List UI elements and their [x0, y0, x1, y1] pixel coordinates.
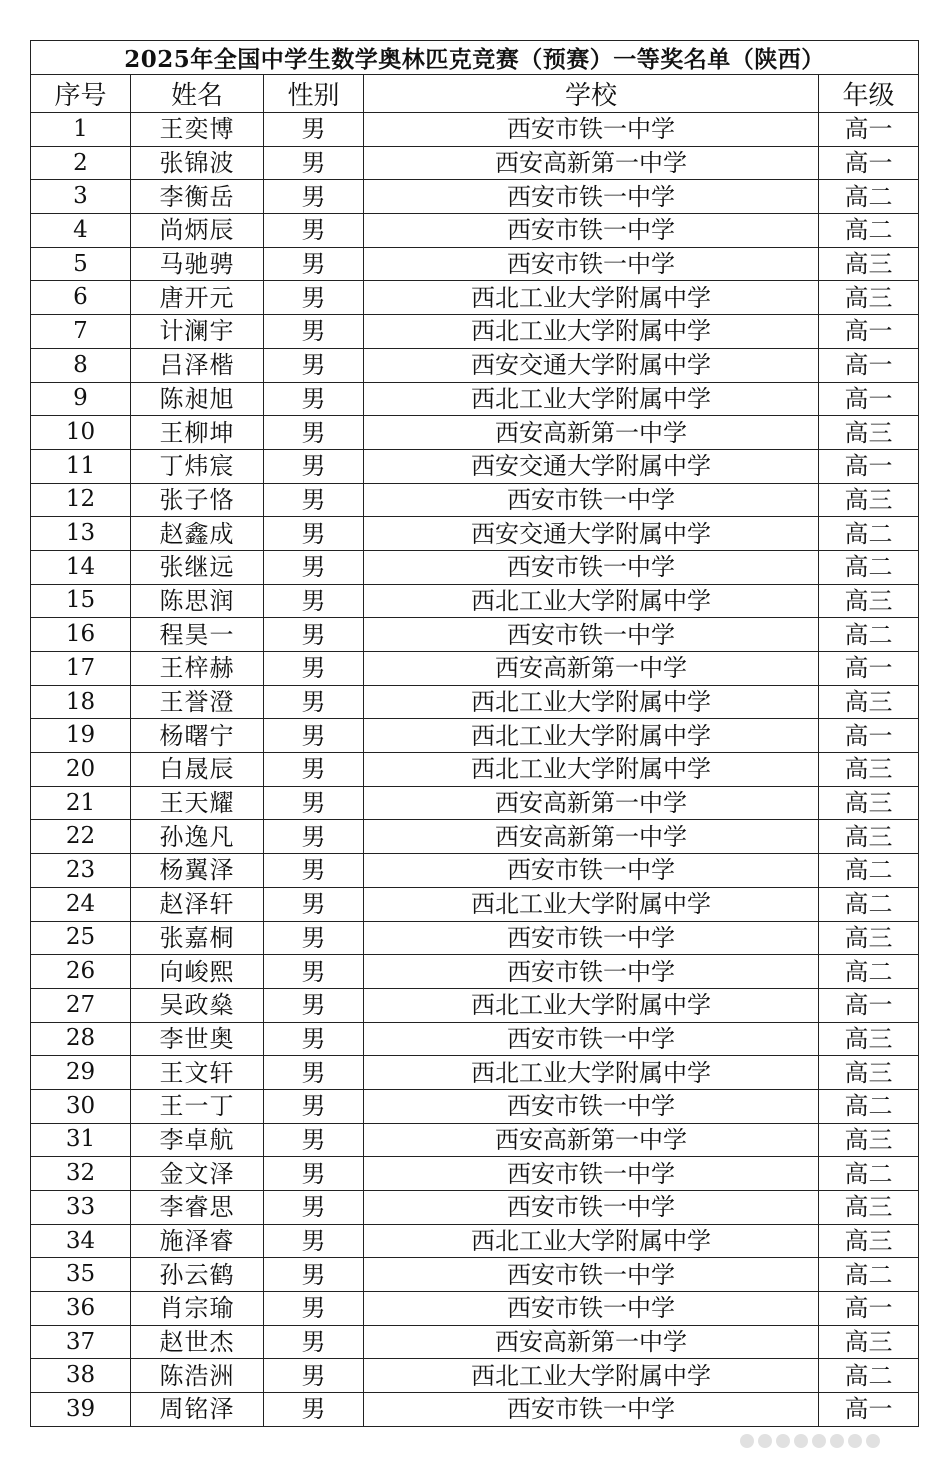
cell-name: 张嘉桐 [131, 921, 264, 955]
cell-grade: 高三 [819, 281, 919, 315]
cell-school: 西安交通大学附属中学 [364, 517, 819, 551]
cell-index: 31 [31, 1123, 131, 1157]
cell-grade: 高二 [819, 214, 919, 248]
watermark-dot [740, 1434, 754, 1448]
cell-gender: 男 [264, 988, 364, 1022]
cell-index: 33 [31, 1191, 131, 1225]
table-row [31, 1359, 919, 1393]
cell-grade: 高三 [819, 483, 919, 517]
cell-grade: 高一 [819, 1292, 919, 1326]
table-row [31, 988, 919, 1022]
cell-gender: 男 [264, 315, 364, 349]
cell-school: 西安高新第一中学 [364, 416, 819, 450]
cell-index: 28 [31, 1022, 131, 1056]
cell-name: 王一丁 [131, 1089, 264, 1123]
cell-name: 吕泽楷 [131, 348, 264, 382]
cell-gender: 男 [264, 955, 364, 989]
cell-school: 西安市铁一中学 [364, 483, 819, 517]
cell-gender: 男 [264, 1123, 364, 1157]
table-row [31, 618, 919, 652]
title-row [31, 41, 919, 75]
cell-school: 西安市铁一中学 [364, 1292, 819, 1326]
cell-grade: 高三 [819, 786, 919, 820]
cell-school: 西安市铁一中学 [364, 1393, 819, 1427]
table-row [31, 180, 919, 214]
cell-school: 西安高新第一中学 [364, 652, 819, 686]
cell-name: 王天耀 [131, 786, 264, 820]
cell-gender: 男 [264, 887, 364, 921]
cell-grade: 高二 [819, 854, 919, 888]
table-row [31, 113, 919, 147]
cell-school: 西安市铁一中学 [364, 180, 819, 214]
cell-index: 24 [31, 887, 131, 921]
cell-index: 8 [31, 348, 131, 382]
header-name: 姓名 [131, 75, 264, 113]
cell-name: 唐开元 [131, 281, 264, 315]
header-school: 学校 [364, 75, 819, 113]
table-row [31, 348, 919, 382]
cell-grade: 高三 [819, 685, 919, 719]
cell-school: 西安高新第一中学 [364, 786, 819, 820]
cell-school: 西北工业大学附属中学 [364, 315, 819, 349]
watermark-dot [848, 1434, 862, 1448]
cell-grade: 高三 [819, 1325, 919, 1359]
cell-name: 李衡岳 [131, 180, 264, 214]
cell-name: 陈昶旭 [131, 382, 264, 416]
table-row [31, 1325, 919, 1359]
cell-grade: 高一 [819, 1393, 919, 1427]
cell-grade: 高三 [819, 1224, 919, 1258]
cell-gender: 男 [264, 854, 364, 888]
table-row [31, 1056, 919, 1090]
cell-grade: 高三 [819, 753, 919, 787]
table-row [31, 786, 919, 820]
cell-grade: 高二 [819, 1089, 919, 1123]
cell-school: 西北工业大学附属中学 [364, 584, 819, 618]
cell-index: 9 [31, 382, 131, 416]
cell-gender: 男 [264, 517, 364, 551]
cell-name: 孙云鹤 [131, 1258, 264, 1292]
cell-index: 26 [31, 955, 131, 989]
cell-grade: 高三 [819, 584, 919, 618]
cell-school: 西北工业大学附属中学 [364, 382, 819, 416]
cell-school: 西安高新第一中学 [364, 1123, 819, 1157]
table-row [31, 146, 919, 180]
watermark-dot [776, 1434, 790, 1448]
cell-name: 程昊一 [131, 618, 264, 652]
cell-gender: 男 [264, 1359, 364, 1393]
cell-gender: 男 [264, 1325, 364, 1359]
table-row [31, 921, 919, 955]
table-row [31, 517, 919, 551]
table-row [31, 1123, 919, 1157]
cell-index: 17 [31, 652, 131, 686]
table-row [31, 247, 919, 281]
watermark [740, 1428, 920, 1454]
watermark-dot [866, 1434, 880, 1448]
cell-name: 吴政燊 [131, 988, 264, 1022]
table-row [31, 1157, 919, 1191]
cell-index: 6 [31, 281, 131, 315]
cell-school: 西北工业大学附属中学 [364, 988, 819, 1022]
cell-school: 西北工业大学附属中学 [364, 685, 819, 719]
table-row [31, 1224, 919, 1258]
cell-index: 39 [31, 1393, 131, 1427]
cell-gender: 男 [264, 584, 364, 618]
table-row [31, 1089, 919, 1123]
cell-grade: 高一 [819, 449, 919, 483]
cell-index: 12 [31, 483, 131, 517]
header-row [31, 75, 919, 113]
table-row [31, 854, 919, 888]
cell-grade: 高三 [819, 921, 919, 955]
cell-school: 西北工业大学附属中学 [364, 719, 819, 753]
cell-gender: 男 [264, 652, 364, 686]
cell-gender: 男 [264, 1089, 364, 1123]
cell-gender: 男 [264, 348, 364, 382]
cell-gender: 男 [264, 550, 364, 584]
cell-index: 4 [31, 214, 131, 248]
cell-grade: 高三 [819, 1056, 919, 1090]
table-row [31, 1292, 919, 1326]
watermark-dot [830, 1434, 844, 1448]
table-row [31, 1022, 919, 1056]
cell-index: 20 [31, 753, 131, 787]
cell-index: 11 [31, 449, 131, 483]
cell-name: 李世奥 [131, 1022, 264, 1056]
cell-index: 34 [31, 1224, 131, 1258]
cell-gender: 男 [264, 719, 364, 753]
cell-grade: 高二 [819, 517, 919, 551]
cell-name: 陈思润 [131, 584, 264, 618]
cell-gender: 男 [264, 753, 364, 787]
table-row [31, 1191, 919, 1225]
watermark-dot [812, 1434, 826, 1448]
cell-index: 23 [31, 854, 131, 888]
cell-name: 杨翼泽 [131, 854, 264, 888]
cell-grade: 高三 [819, 247, 919, 281]
cell-index: 19 [31, 719, 131, 753]
cell-index: 37 [31, 1325, 131, 1359]
cell-index: 16 [31, 618, 131, 652]
cell-grade: 高三 [819, 1191, 919, 1225]
cell-gender: 男 [264, 1191, 364, 1225]
cell-gender: 男 [264, 820, 364, 854]
cell-name: 赵世杰 [131, 1325, 264, 1359]
cell-gender: 男 [264, 1056, 364, 1090]
cell-school: 西北工业大学附属中学 [364, 1359, 819, 1393]
cell-gender: 男 [264, 685, 364, 719]
cell-name: 张子恪 [131, 483, 264, 517]
table-row [31, 416, 919, 450]
table-row [31, 382, 919, 416]
cell-index: 27 [31, 988, 131, 1022]
cell-gender: 男 [264, 214, 364, 248]
cell-gender: 男 [264, 113, 364, 147]
cell-name: 张锦波 [131, 146, 264, 180]
cell-gender: 男 [264, 1393, 364, 1427]
cell-grade: 高三 [819, 416, 919, 450]
cell-school: 西安市铁一中学 [364, 854, 819, 888]
cell-name: 张继远 [131, 550, 264, 584]
cell-grade: 高二 [819, 1157, 919, 1191]
cell-gender: 男 [264, 1157, 364, 1191]
header-index: 序号 [31, 75, 131, 113]
table-row [31, 1393, 919, 1427]
cell-index: 18 [31, 685, 131, 719]
cell-index: 38 [31, 1359, 131, 1393]
cell-name: 周铭泽 [131, 1393, 264, 1427]
table-row [31, 315, 919, 349]
cell-name: 赵鑫成 [131, 517, 264, 551]
cell-school: 西安市铁一中学 [364, 1191, 819, 1225]
cell-grade: 高一 [819, 315, 919, 349]
cell-gender: 男 [264, 1292, 364, 1326]
cell-school: 西安市铁一中学 [364, 1022, 819, 1056]
cell-grade: 高三 [819, 1022, 919, 1056]
cell-name: 赵泽轩 [131, 887, 264, 921]
cell-index: 1 [31, 113, 131, 147]
cell-grade: 高二 [819, 550, 919, 584]
cell-school: 西安高新第一中学 [364, 820, 819, 854]
cell-index: 36 [31, 1292, 131, 1326]
cell-index: 5 [31, 247, 131, 281]
cell-name: 王柳坤 [131, 416, 264, 450]
cell-gender: 男 [264, 1022, 364, 1056]
cell-school: 西安交通大学附属中学 [364, 449, 819, 483]
cell-school: 西安市铁一中学 [364, 1157, 819, 1191]
cell-grade: 高二 [819, 955, 919, 989]
table-row [31, 753, 919, 787]
cell-school: 西安市铁一中学 [364, 247, 819, 281]
cell-index: 15 [31, 584, 131, 618]
cell-grade: 高三 [819, 820, 919, 854]
cell-gender: 男 [264, 180, 364, 214]
cell-name: 金文泽 [131, 1157, 264, 1191]
cell-name: 白晟辰 [131, 753, 264, 787]
cell-index: 35 [31, 1258, 131, 1292]
cell-gender: 男 [264, 382, 364, 416]
cell-grade: 高二 [819, 1258, 919, 1292]
table-row [31, 719, 919, 753]
cell-name: 尚炳辰 [131, 214, 264, 248]
table-title: 2025年全国中学生数学奥林匹克竞赛（预赛）一等奖名单（陕西） [31, 41, 919, 75]
table-row [31, 955, 919, 989]
cell-school: 西北工业大学附属中学 [364, 753, 819, 787]
cell-name: 李卓航 [131, 1123, 264, 1157]
cell-school: 西安市铁一中学 [364, 921, 819, 955]
cell-index: 2 [31, 146, 131, 180]
cell-index: 22 [31, 820, 131, 854]
cell-school: 西安市铁一中学 [364, 1258, 819, 1292]
cell-grade: 高二 [819, 618, 919, 652]
cell-school: 西北工业大学附属中学 [364, 281, 819, 315]
cell-name: 丁炜宸 [131, 449, 264, 483]
table-row [31, 214, 919, 248]
award-table [30, 40, 919, 1427]
cell-index: 10 [31, 416, 131, 450]
cell-index: 29 [31, 1056, 131, 1090]
cell-name: 向峻熙 [131, 955, 264, 989]
cell-school: 西安市铁一中学 [364, 955, 819, 989]
cell-grade: 高一 [819, 719, 919, 753]
cell-grade: 高一 [819, 146, 919, 180]
cell-name: 李睿思 [131, 1191, 264, 1225]
cell-name: 施泽睿 [131, 1224, 264, 1258]
cell-gender: 男 [264, 416, 364, 450]
cell-school: 西安市铁一中学 [364, 618, 819, 652]
cell-index: 25 [31, 921, 131, 955]
cell-grade: 高二 [819, 887, 919, 921]
header-gender: 性别 [264, 75, 364, 113]
cell-grade: 高二 [819, 180, 919, 214]
cell-index: 32 [31, 1157, 131, 1191]
cell-name: 陈浩洲 [131, 1359, 264, 1393]
cell-name: 孙逸凡 [131, 820, 264, 854]
cell-school: 西安交通大学附属中学 [364, 348, 819, 382]
cell-grade: 高一 [819, 988, 919, 1022]
cell-school: 西北工业大学附属中学 [364, 887, 819, 921]
table-row [31, 1258, 919, 1292]
table-row [31, 685, 919, 719]
table-row [31, 550, 919, 584]
cell-gender: 男 [264, 921, 364, 955]
cell-index: 30 [31, 1089, 131, 1123]
watermark-dot [794, 1434, 808, 1448]
cell-grade: 高一 [819, 382, 919, 416]
table-row [31, 449, 919, 483]
cell-name: 王奕博 [131, 113, 264, 147]
cell-grade: 高一 [819, 348, 919, 382]
cell-gender: 男 [264, 786, 364, 820]
cell-school: 西安市铁一中学 [364, 550, 819, 584]
cell-gender: 男 [264, 483, 364, 517]
cell-name: 计澜宇 [131, 315, 264, 349]
cell-school: 西安市铁一中学 [364, 214, 819, 248]
table-row [31, 652, 919, 686]
cell-name: 杨曙宁 [131, 719, 264, 753]
cell-gender: 男 [264, 146, 364, 180]
cell-gender: 男 [264, 449, 364, 483]
table-row [31, 887, 919, 921]
cell-school: 西北工业大学附属中学 [364, 1224, 819, 1258]
cell-school: 西安市铁一中学 [364, 113, 819, 147]
cell-grade: 高一 [819, 652, 919, 686]
cell-name: 王誉澄 [131, 685, 264, 719]
cell-gender: 男 [264, 247, 364, 281]
cell-name: 肖宗瑜 [131, 1292, 264, 1326]
cell-name: 王文轩 [131, 1056, 264, 1090]
cell-gender: 男 [264, 1224, 364, 1258]
cell-school: 西北工业大学附属中学 [364, 1056, 819, 1090]
cell-name: 王梓赫 [131, 652, 264, 686]
cell-school: 西安市铁一中学 [364, 1089, 819, 1123]
cell-name: 马驰骋 [131, 247, 264, 281]
table-row [31, 584, 919, 618]
cell-school: 西安高新第一中学 [364, 1325, 819, 1359]
table-row [31, 281, 919, 315]
table-body [31, 113, 919, 1427]
table-row [31, 820, 919, 854]
cell-index: 13 [31, 517, 131, 551]
cell-grade: 高三 [819, 1123, 919, 1157]
cell-index: 21 [31, 786, 131, 820]
cell-index: 3 [31, 180, 131, 214]
cell-grade: 高二 [819, 1359, 919, 1393]
award-list-sheet [30, 40, 918, 1427]
watermark-dot [758, 1434, 772, 1448]
cell-index: 7 [31, 315, 131, 349]
cell-grade: 高一 [819, 113, 919, 147]
header-grade: 年级 [819, 75, 919, 113]
cell-gender: 男 [264, 1258, 364, 1292]
cell-gender: 男 [264, 618, 364, 652]
cell-school: 西安高新第一中学 [364, 146, 819, 180]
cell-gender: 男 [264, 281, 364, 315]
cell-index: 14 [31, 550, 131, 584]
table-row [31, 483, 919, 517]
